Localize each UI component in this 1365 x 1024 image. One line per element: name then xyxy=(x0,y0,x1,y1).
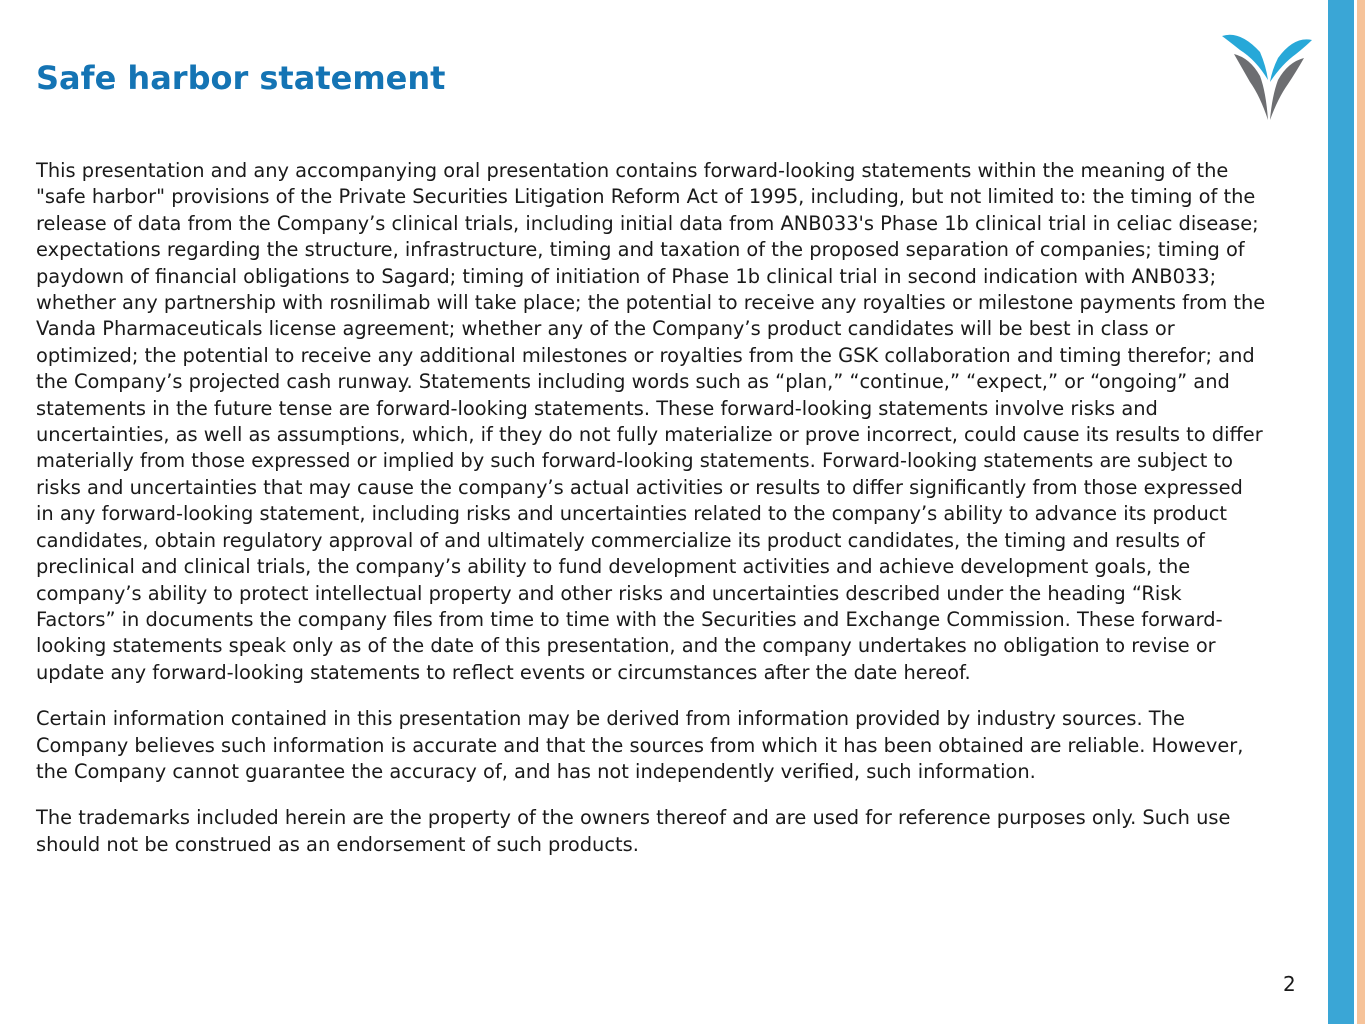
industry-sources-paragraph: Certain information contained in this presentation may be derived from information provided by industry sources. The Company believes such information is accurate and that the sources from which it has been obtained are reliable. However, the Company cannot guarantee the accuracy of, and has not independently verified, such information. xyxy=(36,707,1244,783)
side-bar-peach xyxy=(1357,0,1365,1024)
trademarks-paragraph: The trademarks included herein are the property of the owners thereof and are used for reference purposes only. Such use should not be construed as an endorsement of such products. xyxy=(36,806,1231,856)
side-bar-blue xyxy=(1328,0,1354,1024)
page-title: Safe harbor statement xyxy=(36,59,446,97)
safe-harbor-paragraph: This presentation and any accompanying oral presentation contains forward-looking statements within the meaning of the "safe harbor" provisions of the Private Securities Litigation Reform Act of 1995, including, but not limited to: the timing of the release of data from the Company’s clinical trials, including initial data from ANB033's Phase 1b clinical trial in celiac disease; expectations regarding the structure, infrastructure, timing and taxation of the proposed separation of companies; timing of paydown of financial obligations to Sagard; timing of initiation of Phase 1b clinical trial in second indication with ANB033; whether any partnership with rosnilimab will take place; the potential to receive any royalties or milestone payments from the Vanda Pharmaceuticals license agreement; whether any of the Company’s product candidates will be best in class or optimized; the potential to receive any additional milestones or royalties from the GSK collaboration and timing therefor; and the Company’s projected cash runway. Statements including words such as “plan,” “continue,” “expect,” or “ongoing” and statements in the future tense are forward-looking statements. These forward-looking statements involve risks and uncertainties, as well as assumptions, which, if they do not fully materialize or prove incorrect, could cause its results to differ materially from those expressed or implied by such forward-looking statements. Forward-looking statements are subject to risks and uncertainties that may cause the company’s actual activities or results to differ significantly from those expressed in any forward-looking statement, including risks and uncertainties related to the company’s ability to advance its product candidates, obtain regulatory approval of and ultimately commercialize its product candidates, the timing and results of preclinical and clinical trials, the company’s ability to fund development activities and achieve development goals, the company’s ability to protect intellectual property and other risks and uncertainties described under the heading “Risk Factors” in documents the company files from time to time with the Securities and Exchange Commission. These forward-looking statements speak only as of the date of this presentation, and the company undertakes no obligation to revise or update any forward-looking statements to reflect events or circumstances after the date hereof. xyxy=(36,159,1266,684)
body-text xyxy=(36,158,1266,878)
page-number: 2 xyxy=(1283,972,1296,996)
company-logo-icon xyxy=(1220,24,1314,122)
